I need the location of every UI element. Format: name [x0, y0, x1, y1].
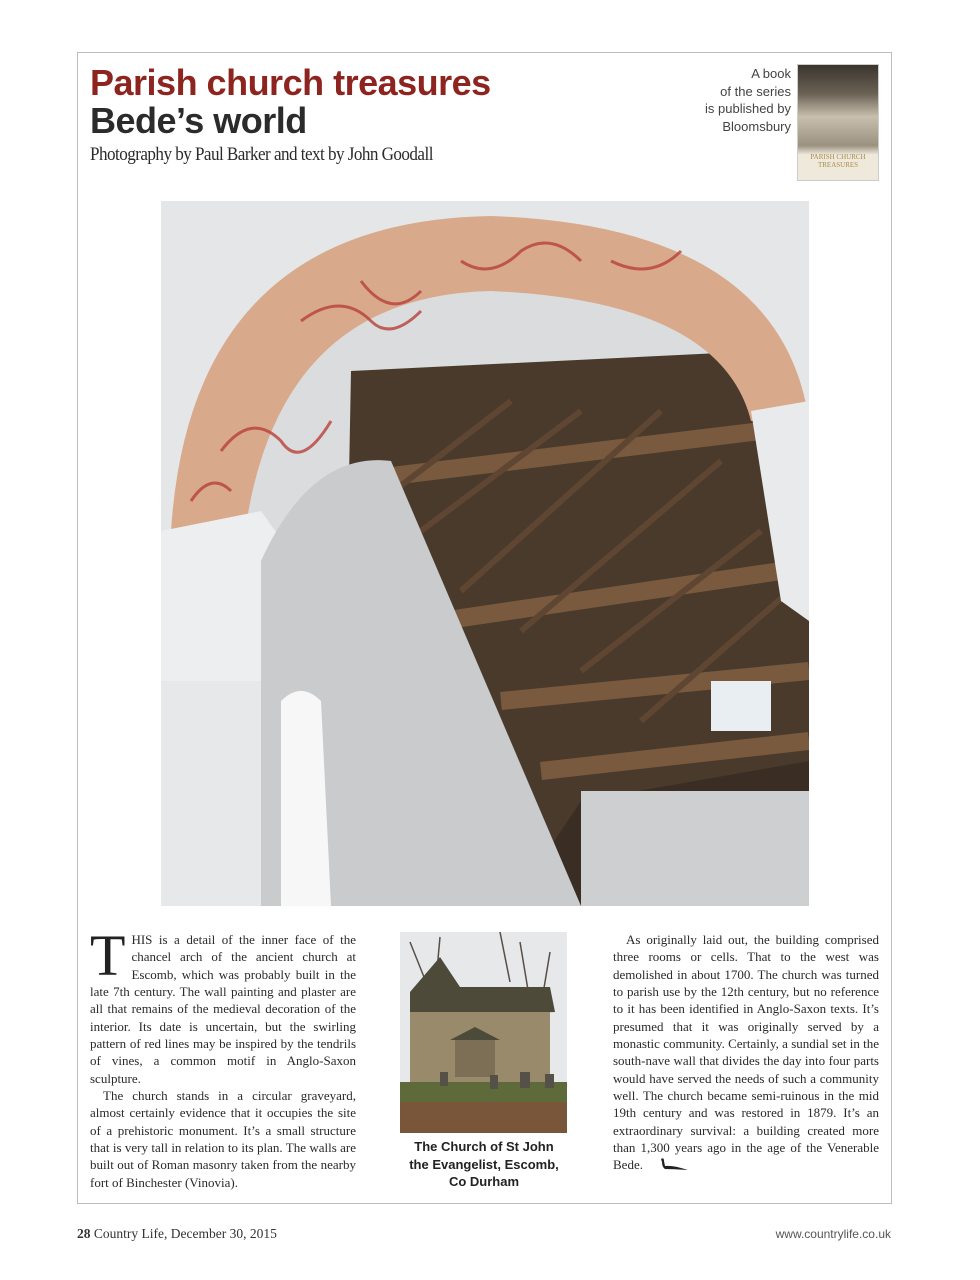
peacock-end-mark-icon: [646, 1157, 689, 1175]
photo-caption: [395, 1138, 573, 1191]
book-info-line: is published by: [705, 101, 791, 116]
caption-line: The Church of St John: [414, 1139, 554, 1154]
caption-line: Co Durham: [448, 1174, 520, 1189]
paragraph: The church stands in a circular graveyard, almost certainly evidence that it occupies the site of a prehistoric monument. It’s a small structure that is very tall in relation to its plan. The walls are built out of Roman masonry taken from the nearby fort of Binchester (Vinovia).: [90, 1088, 356, 1190]
footer-website: www.countrylife.co.uk: [775, 1227, 891, 1241]
book-info-line: A book: [751, 66, 791, 81]
paragraph: HIS is a detail of the inner face of the chancel arch of the ancient church at Escomb, which was probably built in the late 7th century. The wall painting and plaster are all that remains of the medieval decoration of the interior. Its date is uncertain, but the swirling pattern of red lines may be inspired by the tendrils of vines, a common motif in Anglo-Saxon sculpture.: [90, 932, 356, 1086]
page-number: 28: [77, 1226, 91, 1241]
article-left-column: [90, 923, 356, 1191]
drop-cap: T: [90, 923, 126, 988]
footer-folio: [77, 1226, 277, 1242]
book-cover-title: PARISH CHURCH TREASURES: [810, 153, 866, 169]
title-line-2: Bede’s world: [90, 100, 307, 141]
title-line-1: Parish church treasures: [90, 62, 491, 103]
byline: Photography by Paul Barker and text by John Goodall: [90, 144, 433, 165]
publication-date: Country Life, December 30, 2015: [93, 1226, 277, 1241]
article-right-column: [613, 931, 879, 1176]
escomb-church-photo: [400, 932, 567, 1133]
book-info: [705, 65, 791, 135]
book-cover-image: [797, 64, 879, 181]
book-info-line: of the series: [720, 83, 791, 99]
paragraph: As originally laid out, the building comprised three rooms or cells. That to the west was demolished in about 1700. The church was turned to parish use by the 12th century, but no reference to it has been identified in Anglo-Saxon texts. It’s presumed that it was originally served by a monastic community. Certainly, a sundial set in the south-nave wall that divides the day into four parts would have served the needs of such a community well. The church became semi-ruinous in the mid 19th century and was restored in 1879. It’s an extraordinary survival: a building created more than 1,300 years ago in the age of the Venerable Bede.: [613, 932, 879, 1173]
caption-line: the Evangelist, Escomb,: [409, 1156, 559, 1172]
chancel-arch-photo: [161, 201, 809, 906]
book-info-line: Bloomsbury: [722, 118, 791, 134]
